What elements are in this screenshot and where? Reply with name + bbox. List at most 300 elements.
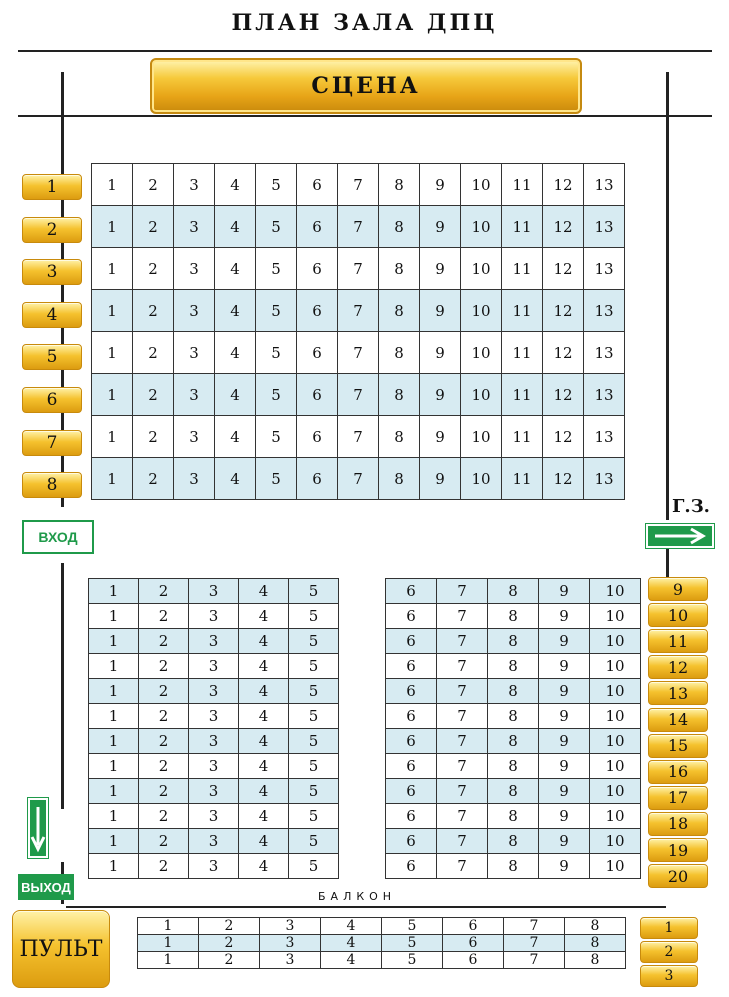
seat-cell[interactable]: 3 xyxy=(174,164,215,206)
seat-cell[interactable]: 8 xyxy=(379,206,420,248)
seat-cell[interactable]: 8 xyxy=(565,918,626,935)
seat-cell[interactable]: 10 xyxy=(461,374,502,416)
seat-cell[interactable]: 3 xyxy=(174,332,215,374)
row-label: 2 xyxy=(640,941,698,963)
seat-cell[interactable]: 2 xyxy=(139,679,189,704)
stage: СЦЕНА xyxy=(150,58,582,114)
seat-cell[interactable]: 10 xyxy=(461,332,502,374)
seat-cell[interactable]: 2 xyxy=(139,654,189,679)
seat-cell[interactable]: 10 xyxy=(461,248,502,290)
seat-cell[interactable]: 9 xyxy=(420,374,461,416)
seat-cell[interactable]: 10 xyxy=(590,754,641,779)
seat-cell[interactable]: 7 xyxy=(437,729,488,754)
seat-cell[interactable]: 6 xyxy=(386,854,437,879)
seat-cell[interactable]: 6 xyxy=(386,754,437,779)
seat-cell[interactable]: 7 xyxy=(338,248,379,290)
seat-cell[interactable]: 7 xyxy=(338,374,379,416)
seat-cell[interactable]: 6 xyxy=(297,374,338,416)
seat-row xyxy=(89,704,339,729)
row-label: 6 xyxy=(22,387,82,413)
seat-cell[interactable]: 2 xyxy=(133,290,174,332)
row-label: 16 xyxy=(648,760,708,784)
seat-cell[interactable]: 3 xyxy=(174,248,215,290)
row-label: 7 xyxy=(22,430,82,456)
seat-cell[interactable]: 1 xyxy=(138,952,199,969)
seat-cell[interactable]: 5 xyxy=(256,332,297,374)
seat-cell[interactable]: 10 xyxy=(590,704,641,729)
seat-cell[interactable]: 5 xyxy=(289,629,339,654)
seat-cell[interactable]: 1 xyxy=(89,579,139,604)
seat-cell[interactable]: 12 xyxy=(543,248,584,290)
seat-cell[interactable]: 3 xyxy=(189,654,239,679)
seat-cell[interactable]: 12 xyxy=(543,332,584,374)
seat-cell[interactable]: 8 xyxy=(488,729,539,754)
seat-cell[interactable]: 10 xyxy=(461,164,502,206)
seat-row xyxy=(89,779,339,804)
seat-cell[interactable]: 4 xyxy=(215,206,256,248)
main-entrance-label: Г.З. xyxy=(672,496,710,517)
seat-cell[interactable]: 2 xyxy=(139,579,189,604)
seat-cell[interactable]: 3 xyxy=(189,804,239,829)
right-aisle-line-lower xyxy=(666,548,669,578)
seat-cell[interactable]: 4 xyxy=(215,458,256,500)
seat-cell[interactable]: 3 xyxy=(189,679,239,704)
seat-cell[interactable]: 4 xyxy=(239,629,289,654)
seat-cell[interactable]: 2 xyxy=(133,206,174,248)
seat-cell[interactable]: 5 xyxy=(289,779,339,804)
seat-cell[interactable]: 12 xyxy=(543,206,584,248)
seat-cell[interactable]: 6 xyxy=(386,679,437,704)
seat-cell[interactable]: 5 xyxy=(289,829,339,854)
seat-cell[interactable]: 7 xyxy=(338,206,379,248)
seat-cell[interactable]: 11 xyxy=(502,458,543,500)
seat-cell[interactable]: 8 xyxy=(379,374,420,416)
seat-cell[interactable]: 2 xyxy=(199,918,260,935)
seat-cell[interactable]: 13 xyxy=(584,248,625,290)
main-entrance-arrow xyxy=(645,523,715,549)
seat-cell[interactable]: 10 xyxy=(590,779,641,804)
seat-cell[interactable]: 2 xyxy=(139,779,189,804)
seat-cell[interactable]: 2 xyxy=(133,164,174,206)
seat-cell[interactable]: 11 xyxy=(502,290,543,332)
seat-cell[interactable]: 3 xyxy=(189,779,239,804)
seat-cell[interactable]: 4 xyxy=(239,854,289,879)
seat-cell[interactable]: 13 xyxy=(584,290,625,332)
seat-cell[interactable]: 1 xyxy=(89,829,139,854)
seat-cell[interactable]: 3 xyxy=(174,290,215,332)
seat-cell[interactable]: 12 xyxy=(543,374,584,416)
seat-row xyxy=(89,854,339,879)
seat-cell[interactable]: 1 xyxy=(92,164,133,206)
row-label: 19 xyxy=(648,838,708,862)
console-box: ПУЛЬТ xyxy=(12,910,110,988)
seat-cell[interactable]: 9 xyxy=(539,754,590,779)
seat-cell[interactable]: 7 xyxy=(437,654,488,679)
seat-cell[interactable]: 4 xyxy=(215,290,256,332)
seat-cell[interactable]: 4 xyxy=(239,604,289,629)
seat-cell[interactable]: 7 xyxy=(338,164,379,206)
seat-cell[interactable]: 6 xyxy=(386,704,437,729)
seat-cell[interactable]: 2 xyxy=(133,416,174,458)
seat-cell[interactable]: 9 xyxy=(539,679,590,704)
seat-cell[interactable]: 2 xyxy=(139,854,189,879)
seat-cell[interactable]: 6 xyxy=(297,206,338,248)
row-label: 14 xyxy=(648,708,708,732)
seat-cell[interactable]: 12 xyxy=(543,164,584,206)
seat-cell[interactable]: 4 xyxy=(239,754,289,779)
seat-cell[interactable]: 5 xyxy=(289,679,339,704)
seat-cell[interactable]: 3 xyxy=(189,829,239,854)
seat-cell[interactable]: 3 xyxy=(189,854,239,879)
seat-cell[interactable]: 5 xyxy=(382,918,443,935)
lower-right-seat-grid xyxy=(385,578,641,879)
seat-cell[interactable]: 6 xyxy=(297,332,338,374)
seat-cell[interactable]: 5 xyxy=(289,754,339,779)
seat-cell[interactable]: 8 xyxy=(379,458,420,500)
seat-cell[interactable]: 4 xyxy=(215,164,256,206)
seat-cell[interactable]: 10 xyxy=(590,654,641,679)
seat-cell[interactable]: 1 xyxy=(92,290,133,332)
seat-cell[interactable]: 5 xyxy=(289,654,339,679)
seat-cell[interactable]: 7 xyxy=(338,416,379,458)
seat-cell[interactable]: 4 xyxy=(239,729,289,754)
seat-cell[interactable]: 8 xyxy=(488,804,539,829)
seat-row xyxy=(89,629,339,654)
seat-cell[interactable]: 7 xyxy=(437,704,488,729)
seat-cell[interactable]: 13 xyxy=(584,164,625,206)
seat-cell[interactable]: 1 xyxy=(89,804,139,829)
seat-cell[interactable]: 12 xyxy=(543,290,584,332)
seat-cell[interactable]: 11 xyxy=(502,416,543,458)
seat-row xyxy=(386,779,641,804)
seat-cell[interactable]: 4 xyxy=(239,704,289,729)
seat-cell[interactable]: 7 xyxy=(437,679,488,704)
seat-row xyxy=(89,654,339,679)
row-label: 9 xyxy=(648,577,708,601)
seat-cell[interactable]: 2 xyxy=(139,804,189,829)
row-label: 5 xyxy=(22,344,82,370)
seat-cell[interactable]: 9 xyxy=(539,854,590,879)
seat-cell[interactable]: 4 xyxy=(215,416,256,458)
seat-cell[interactable]: 3 xyxy=(174,206,215,248)
seat-cell[interactable]: 4 xyxy=(239,654,289,679)
seat-cell[interactable]: 9 xyxy=(539,604,590,629)
seat-cell[interactable]: 9 xyxy=(420,458,461,500)
seat-cell[interactable]: 1 xyxy=(92,416,133,458)
exit-arrow xyxy=(27,797,49,859)
seat-cell[interactable]: 7 xyxy=(437,604,488,629)
seat-cell[interactable]: 9 xyxy=(539,654,590,679)
seat-cell[interactable]: 4 xyxy=(215,332,256,374)
seat-cell[interactable]: 9 xyxy=(420,416,461,458)
seat-cell[interactable]: 11 xyxy=(502,332,543,374)
seat-cell[interactable]: 7 xyxy=(437,579,488,604)
seat-cell[interactable]: 13 xyxy=(584,374,625,416)
exit-sign: ВЫХОД xyxy=(18,874,74,900)
seat-cell[interactable]: 3 xyxy=(174,416,215,458)
seat-cell[interactable]: 2 xyxy=(139,754,189,779)
balcony-seat-grid xyxy=(137,917,626,969)
seat-cell[interactable]: 8 xyxy=(379,332,420,374)
seat-cell[interactable]: 2 xyxy=(139,729,189,754)
seat-cell[interactable]: 3 xyxy=(189,754,239,779)
seat-cell[interactable]: 7 xyxy=(504,935,565,952)
seat-cell[interactable]: 4 xyxy=(215,374,256,416)
seat-cell[interactable]: 10 xyxy=(461,416,502,458)
seat-cell[interactable]: 7 xyxy=(338,458,379,500)
seat-cell[interactable]: 6 xyxy=(297,290,338,332)
row-label: 2 xyxy=(22,217,82,243)
seat-cell[interactable]: 8 xyxy=(488,754,539,779)
seat-cell[interactable]: 3 xyxy=(189,704,239,729)
seat-cell[interactable]: 10 xyxy=(590,629,641,654)
seat-cell[interactable]: 3 xyxy=(260,918,321,935)
stage-bottom-line xyxy=(18,115,712,117)
seat-cell[interactable]: 2 xyxy=(199,935,260,952)
seat-cell[interactable]: 5 xyxy=(382,952,443,969)
seat-cell[interactable]: 5 xyxy=(256,206,297,248)
seat-row xyxy=(89,604,339,629)
seat-cell[interactable]: 6 xyxy=(386,629,437,654)
seat-cell[interactable]: 6 xyxy=(386,804,437,829)
seat-cell[interactable]: 1 xyxy=(89,704,139,729)
seat-cell[interactable]: 3 xyxy=(260,935,321,952)
seat-cell[interactable]: 5 xyxy=(289,854,339,879)
seat-row xyxy=(92,290,625,332)
seat-cell[interactable]: 4 xyxy=(321,918,382,935)
seat-cell[interactable]: 8 xyxy=(488,629,539,654)
page-title: ПЛАН ЗАЛА ДПЦ xyxy=(231,10,498,36)
seat-row xyxy=(89,829,339,854)
seat-row xyxy=(89,804,339,829)
seat-cell[interactable]: 8 xyxy=(488,579,539,604)
seat-cell[interactable]: 5 xyxy=(256,164,297,206)
seat-cell[interactable]: 9 xyxy=(420,290,461,332)
seat-cell[interactable]: 10 xyxy=(590,804,641,829)
seat-cell[interactable]: 10 xyxy=(461,458,502,500)
seat-cell[interactable]: 12 xyxy=(543,416,584,458)
seat-cell[interactable]: 12 xyxy=(543,458,584,500)
seat-cell[interactable]: 4 xyxy=(239,579,289,604)
seat-cell[interactable]: 8 xyxy=(379,290,420,332)
seat-cell[interactable]: 6 xyxy=(297,416,338,458)
seat-cell[interactable]: 5 xyxy=(289,579,339,604)
seat-cell[interactable]: 1 xyxy=(89,679,139,704)
seat-row xyxy=(386,804,641,829)
seat-row xyxy=(92,458,625,500)
seat-cell[interactable]: 13 xyxy=(584,416,625,458)
seat-cell[interactable]: 9 xyxy=(420,248,461,290)
seat-cell[interactable]: 9 xyxy=(539,629,590,654)
seat-cell[interactable]: 10 xyxy=(590,579,641,604)
seat-row xyxy=(386,604,641,629)
seat-cell[interactable]: 1 xyxy=(89,779,139,804)
seat-cell[interactable]: 2 xyxy=(199,952,260,969)
seat-cell[interactable]: 13 xyxy=(584,458,625,500)
seat-cell[interactable]: 3 xyxy=(189,579,239,604)
seat-cell[interactable]: 9 xyxy=(539,804,590,829)
right-aisle-line xyxy=(666,72,669,520)
seat-cell[interactable]: 3 xyxy=(260,952,321,969)
seat-row xyxy=(89,679,339,704)
seat-cell[interactable]: 11 xyxy=(502,164,543,206)
seat-cell[interactable]: 1 xyxy=(92,332,133,374)
seat-cell[interactable]: 2 xyxy=(139,704,189,729)
seat-cell[interactable]: 7 xyxy=(437,854,488,879)
seat-cell[interactable]: 5 xyxy=(289,804,339,829)
seat-cell[interactable]: 6 xyxy=(297,164,338,206)
seat-cell[interactable]: 3 xyxy=(189,629,239,654)
seat-cell[interactable]: 1 xyxy=(89,654,139,679)
seat-cell[interactable]: 5 xyxy=(289,704,339,729)
seat-cell[interactable]: 6 xyxy=(386,829,437,854)
seat-cell[interactable]: 1 xyxy=(92,248,133,290)
row-label: 1 xyxy=(22,174,82,200)
seat-cell[interactable]: 5 xyxy=(256,290,297,332)
seat-cell[interactable]: 9 xyxy=(539,729,590,754)
seat-cell[interactable]: 1 xyxy=(89,629,139,654)
seat-cell[interactable]: 4 xyxy=(215,248,256,290)
seat-cell[interactable]: 10 xyxy=(461,290,502,332)
seat-cell[interactable]: 9 xyxy=(420,332,461,374)
seat-cell[interactable]: 2 xyxy=(133,332,174,374)
seat-cell[interactable]: 1 xyxy=(89,604,139,629)
seat-cell[interactable]: 9 xyxy=(539,704,590,729)
seat-row xyxy=(89,579,339,604)
seat-cell[interactable]: 5 xyxy=(382,935,443,952)
seat-cell[interactable]: 9 xyxy=(420,206,461,248)
seat-cell[interactable]: 1 xyxy=(89,729,139,754)
seat-cell[interactable]: 3 xyxy=(174,374,215,416)
seat-cell[interactable]: 13 xyxy=(584,332,625,374)
seat-cell[interactable]: 8 xyxy=(488,654,539,679)
seat-cell[interactable]: 6 xyxy=(386,604,437,629)
seat-cell[interactable]: 9 xyxy=(539,829,590,854)
seat-cell[interactable]: 10 xyxy=(590,729,641,754)
seat-cell[interactable]: 4 xyxy=(239,829,289,854)
seat-cell[interactable]: 7 xyxy=(504,952,565,969)
seat-cell[interactable]: 8 xyxy=(488,829,539,854)
seat-cell[interactable]: 7 xyxy=(437,804,488,829)
seat-cell[interactable]: 6 xyxy=(297,458,338,500)
seat-cell[interactable]: 8 xyxy=(488,854,539,879)
seat-cell[interactable]: 7 xyxy=(338,332,379,374)
seat-cell[interactable]: 11 xyxy=(502,374,543,416)
seat-row xyxy=(92,332,625,374)
seat-cell[interactable]: 2 xyxy=(133,248,174,290)
seat-cell[interactable]: 6 xyxy=(386,654,437,679)
seat-cell[interactable]: 6 xyxy=(386,579,437,604)
seat-cell[interactable]: 6 xyxy=(443,918,504,935)
seat-cell[interactable]: 8 xyxy=(565,935,626,952)
seat-cell[interactable]: 8 xyxy=(379,416,420,458)
seat-cell[interactable]: 7 xyxy=(437,629,488,654)
seat-cell[interactable]: 2 xyxy=(139,604,189,629)
row-label: 4 xyxy=(22,302,82,328)
seat-row xyxy=(89,754,339,779)
seat-cell[interactable]: 3 xyxy=(174,458,215,500)
seat-cell[interactable]: 10 xyxy=(590,679,641,704)
seat-cell[interactable]: 1 xyxy=(89,754,139,779)
row-label: 15 xyxy=(648,734,708,758)
seat-cell[interactable]: 6 xyxy=(386,729,437,754)
seat-cell[interactable]: 6 xyxy=(443,952,504,969)
seat-cell[interactable]: 4 xyxy=(239,804,289,829)
seat-cell[interactable]: 9 xyxy=(539,779,590,804)
seat-cell[interactable]: 6 xyxy=(443,935,504,952)
seat-cell[interactable]: 7 xyxy=(437,829,488,854)
seat-cell[interactable]: 9 xyxy=(539,579,590,604)
seat-cell[interactable]: 10 xyxy=(590,829,641,854)
balcony-label: БАЛКОН xyxy=(318,890,397,903)
seat-cell[interactable]: 9 xyxy=(420,164,461,206)
seat-cell[interactable]: 5 xyxy=(256,458,297,500)
seat-cell[interactable]: 8 xyxy=(488,779,539,804)
seat-row xyxy=(138,935,626,952)
seat-cell[interactable]: 10 xyxy=(590,854,641,879)
seat-cell[interactable]: 2 xyxy=(133,458,174,500)
seat-cell[interactable]: 5 xyxy=(289,729,339,754)
seat-cell[interactable]: 8 xyxy=(379,248,420,290)
seat-cell[interactable]: 1 xyxy=(89,854,139,879)
seat-cell[interactable]: 7 xyxy=(338,290,379,332)
seat-cell[interactable]: 1 xyxy=(138,935,199,952)
seat-cell[interactable]: 4 xyxy=(321,952,382,969)
seat-cell[interactable]: 8 xyxy=(488,604,539,629)
seat-cell[interactable]: 1 xyxy=(92,374,133,416)
seat-row xyxy=(138,918,626,935)
seat-row xyxy=(92,206,625,248)
seat-cell[interactable]: 8 xyxy=(488,704,539,729)
seat-cell[interactable]: 2 xyxy=(133,374,174,416)
seat-cell[interactable]: 5 xyxy=(256,374,297,416)
seat-cell[interactable]: 3 xyxy=(189,729,239,754)
seat-cell[interactable]: 11 xyxy=(502,248,543,290)
seat-cell[interactable]: 2 xyxy=(139,629,189,654)
seat-cell[interactable]: 7 xyxy=(437,779,488,804)
seat-cell[interactable]: 1 xyxy=(92,206,133,248)
seat-cell[interactable]: 5 xyxy=(256,416,297,458)
seat-cell[interactable]: 10 xyxy=(461,206,502,248)
seat-cell[interactable]: 5 xyxy=(256,248,297,290)
row-label: 3 xyxy=(22,259,82,285)
seat-cell[interactable]: 8 xyxy=(565,952,626,969)
seat-cell[interactable]: 4 xyxy=(239,779,289,804)
seat-cell[interactable]: 3 xyxy=(189,604,239,629)
seat-cell[interactable]: 1 xyxy=(138,918,199,935)
seat-cell[interactable]: 7 xyxy=(437,754,488,779)
seat-cell[interactable]: 1 xyxy=(92,458,133,500)
seat-row xyxy=(386,629,641,654)
seat-cell[interactable]: 13 xyxy=(584,206,625,248)
seat-cell[interactable]: 2 xyxy=(139,829,189,854)
seat-cell[interactable]: 10 xyxy=(590,604,641,629)
seat-row xyxy=(89,729,339,754)
seat-cell[interactable]: 8 xyxy=(379,164,420,206)
seat-cell[interactable]: 4 xyxy=(239,679,289,704)
seat-cell[interactable]: 6 xyxy=(386,779,437,804)
seat-cell[interactable]: 8 xyxy=(488,679,539,704)
orchestra-seat-grid xyxy=(91,163,625,500)
arrow-right-icon xyxy=(645,523,715,549)
seat-cell[interactable]: 6 xyxy=(297,248,338,290)
seat-cell[interactable]: 5 xyxy=(289,604,339,629)
seat-row xyxy=(92,248,625,290)
seat-cell[interactable]: 4 xyxy=(321,935,382,952)
seat-cell[interactable]: 11 xyxy=(502,206,543,248)
seat-cell[interactable]: 7 xyxy=(504,918,565,935)
row-label: 10 xyxy=(648,603,708,627)
